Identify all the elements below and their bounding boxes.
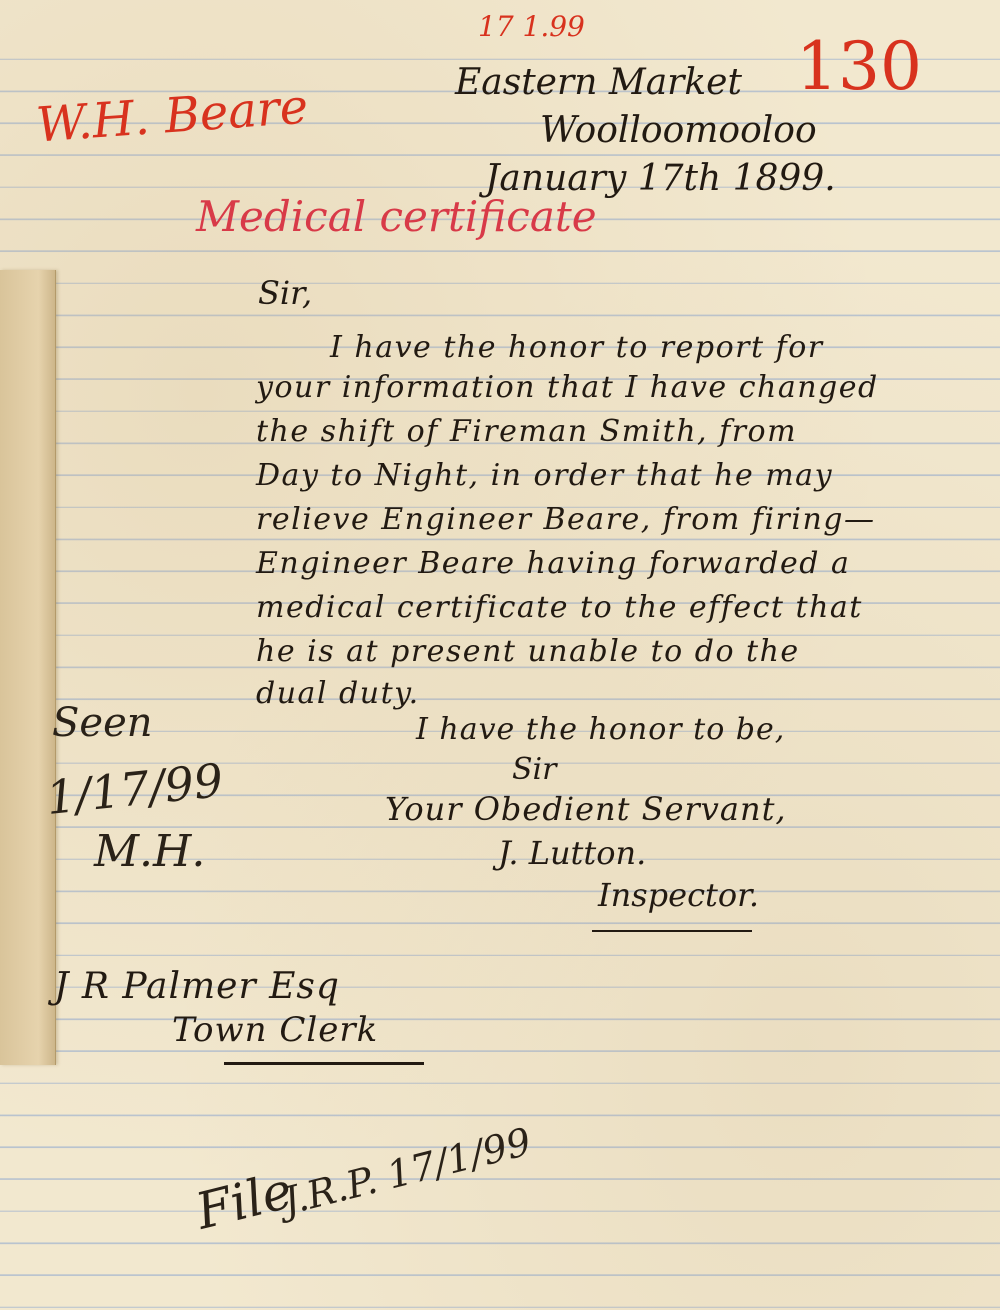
closing-line-3: Your Obedient Servant, [385,790,787,828]
signature: J. Lutton. [498,834,647,872]
margin-seen: Seen [52,700,153,746]
signatory-title: Inspector. [598,876,760,914]
margin-date: 1/17/99 [43,752,226,826]
closing-line-2: Sir [512,752,557,787]
body-line-5: relieve Engineer Beare, from firing— [256,502,876,537]
body-line-8: he is at present unable to do the [256,634,800,669]
folio-number: 130 [796,28,922,105]
subject-line: Medical certificate [196,192,597,241]
addressee-name: J R Palmer Esq [54,966,340,1007]
salutation: Sir, [258,274,313,312]
addressee-title: Town Clerk [172,1010,379,1050]
letter-date: January 17th 1899. [485,158,836,199]
closing-line-1: I have the honor to be, [416,712,786,747]
body-line-7: medical certificate to the effect that [256,590,863,625]
filing-file: File [190,1161,298,1241]
body-line-9: dual duty. [256,676,420,711]
filing-initials-date: J.R.P. 17/1/99 [278,1119,536,1224]
address-line-1: Eastern Market [455,62,742,103]
binding-stub [0,270,56,1065]
margin-initials: M.H. [94,826,206,877]
name-annotation: W.H. Beare [34,78,310,154]
body-line-2: your information that I have changed [256,370,879,405]
body-line-4: Day to Night, in order that he may [256,458,834,493]
body-line-3: the shift of Fireman Smith, from [256,414,798,449]
reference-annotation: 17 1.99 [478,10,585,43]
addressee-underline [224,1062,424,1065]
body-line-1: I have the honor to report for [330,330,824,365]
signature-underline [592,930,752,932]
body-line-6: Engineer Beare having forwarded a [256,546,851,581]
address-line-2: Woolloomooloo [540,110,817,151]
